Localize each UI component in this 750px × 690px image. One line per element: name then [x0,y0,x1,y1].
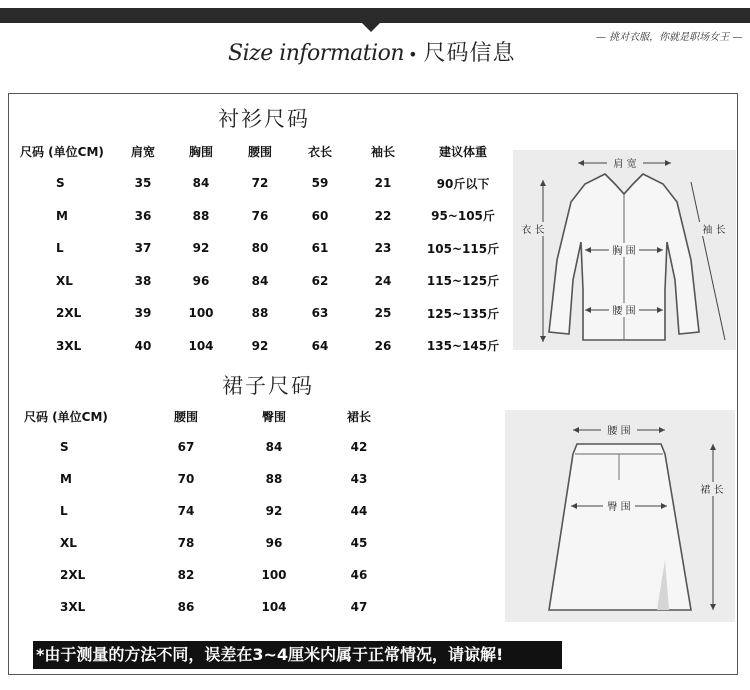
shirt-table-cell: 88 [251,306,269,321]
shirt-table-cell: 21 [374,176,392,191]
measurement-note: *由于测量的方法不同，误差在3~4厘米内属于正常情况，请谅解! [33,641,562,669]
shirt-table-cell: 88 [192,208,210,223]
shirt-section-title: 衬衫尺码 [218,107,310,131]
shirt-table-cell: 90斤以下 [436,176,490,191]
shirt-table-cell: 36 [134,208,152,223]
shirt-table-cell: 59 [311,176,329,191]
shirt-table-row [20,265,510,298]
skirt-col-header-length: 裙长 [346,409,371,424]
skirt-header-row [24,401,402,431]
shirt-table-row [20,330,510,363]
shirt-table-cell: 84 [192,176,210,191]
skirt-table-cell: 88 [265,472,283,486]
col-header-length: 衣长 [307,144,332,159]
shirt-table-cell: 61 [311,241,329,256]
skirt-waist-label: 腰 围 [607,426,631,437]
shirt-table-cell: 63 [311,306,329,321]
shirt-table-cell: 40 [134,338,152,353]
shirt-table-cell: 115~125斤 [426,274,500,289]
shirt-table-cell: 80 [251,241,269,256]
slogan: — 挑对衣服，你就是职场女王 — [596,32,743,43]
shirt-table-cell: 60 [311,208,329,223]
shirt-diagram [513,150,736,350]
skirt-table-cell: 3XL [60,600,86,614]
title-dot: • [408,45,418,64]
shirt-table-cell: 105~115斤 [426,241,500,256]
shirt-table-cell: 23 [374,241,392,256]
skirt-length-label: 裙 长 [700,485,724,496]
shirt-table-cell: 37 [134,241,152,256]
skirt-hip-label: 臀 围 [607,502,631,513]
skirt-table-cell: 104 [261,600,287,614]
shirt-table-cell: 3XL [56,338,82,353]
skirt-table-cell: 78 [177,536,195,550]
shirt-table-cell: 84 [251,273,269,288]
shirt-table-cell: 72 [251,176,269,191]
skirt-table-row [24,495,402,527]
shirt-table-cell: 35 [134,176,152,191]
shirt-table-cell: 92 [251,338,269,353]
banner-notch [361,22,381,32]
shirt-header-row [20,135,510,167]
skirt-table-cell: 70 [177,472,195,486]
skirt-table-row [24,559,402,591]
skirt-table-cell: 67 [177,440,195,454]
col-header-sleeve: 袖长 [370,144,395,159]
shirt-table-row [20,297,510,330]
shirt-table-cell: 95~105斤 [431,209,495,224]
skirt-size-table [24,401,402,623]
shirt-table-cell: 39 [134,306,152,321]
skirt-table-cell: 92 [265,504,283,518]
skirt-table-cell: 44 [350,504,368,518]
shirt-table-cell: 92 [192,241,210,256]
shirt-table-cell: 64 [311,338,329,353]
skirt-col-header-size: 尺码 (单位CM) [24,409,108,424]
skirt-table-cell: L [60,504,68,518]
shirt-table-cell: 38 [134,273,152,288]
skirt-table-row [24,431,402,463]
skirt-table-cell: 2XL [60,568,86,582]
skirt-table-row [24,527,402,559]
skirt-col-header-waist: 腰围 [173,409,198,424]
shirt-table-cell: 26 [374,338,392,353]
skirt-diagram [505,410,735,622]
shirt-table-cell: 135~145斤 [426,339,500,354]
skirt-table-row [24,463,402,495]
shirt-table-cell: 24 [374,273,392,288]
skirt-table-cell: 45 [350,536,368,550]
skirt-table-cell: 47 [350,600,368,614]
skirt-table-cell: XL [60,536,77,550]
title-script: Size information [228,41,405,66]
skirt-table-cell: 100 [261,568,287,582]
shirt-table-cell: 76 [251,208,269,223]
skirt-table-cell: 84 [265,440,283,454]
shirt-table-cell: L [56,241,64,256]
shirt-table-cell: 2XL [56,306,82,321]
skirt-illustration [505,410,735,622]
shirt-table-cell: 22 [374,208,392,223]
shirt-table-cell: 25 [374,306,392,321]
skirt-table-cell: S [60,440,69,454]
col-header-chest: 胸围 [188,144,213,159]
col-header-waist: 腰围 [247,144,272,159]
shirt-table-cell: M [56,208,68,223]
col-header-size: 尺码 (单位CM) [20,144,104,159]
col-header-shoulder: 肩宽 [130,144,155,159]
shirt-table-cell: 100 [188,306,214,321]
shirt-size-table [20,135,510,362]
col-header-weight: 建议体重 [438,144,487,159]
shirt-table-cell: XL [56,273,73,288]
skirt-col-header-hip: 臀围 [261,409,286,424]
skirt-table-cell: 46 [350,568,368,582]
shirt-waist-label: 腰 围 [612,306,636,317]
skirt-table-cell: 42 [350,440,368,454]
shirt-table-cell: 96 [192,273,210,288]
shirt-table-cell: 62 [311,273,329,288]
shirt-chest-label: 胸 围 [612,246,636,257]
skirt-table-cell: M [60,472,72,486]
shirt-table-cell: 104 [188,338,214,353]
shirt-table-row [20,167,510,200]
shirt-length-label: 衣 长 [521,225,545,236]
shirt-illustration [513,150,736,350]
skirt-table-cell: 43 [350,472,368,486]
skirt-table-cell: 74 [177,504,195,518]
skirt-table-cell: 96 [265,536,283,550]
skirt-table-cell: 82 [177,568,195,582]
page-title [228,36,516,72]
shirt-table-cell: 125~135斤 [426,306,500,321]
shirt-shoulder-label: 肩 宽 [613,159,637,170]
top-banner-bar [0,8,750,23]
skirt-table-cell: 86 [177,600,195,614]
shirt-table-cell: S [56,176,65,191]
title-chinese: 尺码信息 [423,41,516,66]
shirt-sleeve-label: 袖 长 [702,225,726,236]
skirt-table-row [24,591,402,623]
shirt-table-row [20,232,510,265]
shirt-table-row [20,200,510,233]
skirt-section-title: 裙子尺码 [222,374,314,398]
